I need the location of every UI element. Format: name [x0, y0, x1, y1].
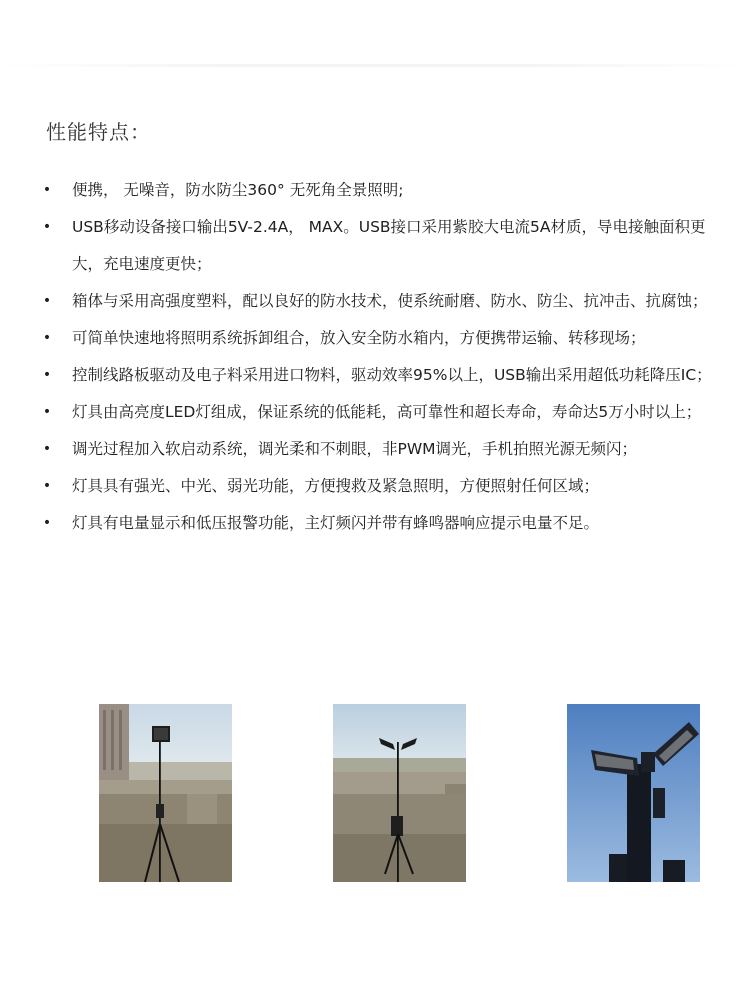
feature-list — [40, 172, 720, 542]
feature-item — [40, 431, 720, 468]
feature-text: USB移动设备接口输出5V-2.4A， MAX。USB接口采用紫胶大电流5A材质，导电接触面积更大，充电速度更快； — [72, 218, 706, 273]
feature-item — [40, 172, 720, 209]
product-photos — [0, 704, 750, 882]
feature-item — [40, 320, 720, 357]
photo-light-tower-double-panel — [333, 704, 466, 882]
photo-light-tower-single-panel — [99, 704, 232, 882]
bullet-icon: • — [42, 182, 52, 198]
section-heading: 性能特点： — [46, 120, 151, 144]
bullet-icon: • — [42, 515, 52, 531]
feature-item — [40, 357, 720, 394]
feature-text: 便携， 无噪音，防水防尘360° 无死角全景照明; — [72, 181, 404, 199]
bullet-icon: • — [42, 478, 52, 494]
feature-item — [40, 505, 720, 542]
feature-text: 灯具由高亮度LED灯组成，保证系统的低能耗，高可靠性和超长寿命，寿命达5万小时以上； — [72, 403, 702, 421]
bullet-icon: • — [42, 441, 52, 457]
feature-text: 箱体与采用高强度塑料，配以良好的防水技术，使系统耐磨、防水、防尘、抗冲击、抗腐蚀； — [72, 292, 708, 310]
feature-text: 灯具有电量显示和低压报警功能，主灯频闪并带有蜂鸣器响应提示电量不足。 — [72, 514, 600, 532]
feature-item — [40, 283, 720, 320]
bullet-icon: • — [42, 330, 52, 346]
feature-item — [40, 209, 720, 283]
feature-item — [40, 468, 720, 505]
bullet-icon: • — [42, 219, 52, 235]
feature-text: 可简单快速地将照明系统拆卸组合，放入安全防水箱内，方便携带运输、转移现场； — [72, 329, 646, 347]
bullet-icon: • — [42, 367, 52, 383]
feature-text: 控制线路板驱动及电子料采用进口物料，驱动效率95%以上，USB输出采用超低功耗降压IC； — [72, 366, 712, 384]
bullet-icon: • — [42, 293, 52, 309]
feature-text: 灯具具有强光、中光、弱光功能，方便搜救及紧急照明，方便照射任何区域； — [72, 477, 600, 495]
feature-text: 调光过程加入软启动系统，调光柔和不刺眼，非PWM调光，手机拍照光源无频闪； — [72, 440, 638, 458]
feature-item — [40, 394, 720, 431]
photo-light-heads-closeup — [567, 704, 700, 882]
bullet-icon: • — [42, 404, 52, 420]
top-divider — [0, 64, 750, 67]
